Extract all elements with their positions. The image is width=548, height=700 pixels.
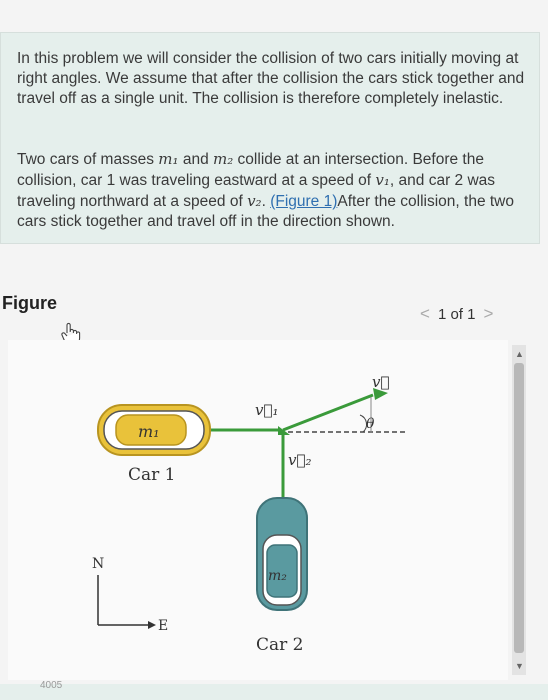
chevron-right-icon[interactable]: > [483,304,494,323]
partial-footer-text: 4005 [40,680,63,691]
car1-graphic [98,405,210,455]
problem-intro-text: In this problem we will consider the collision of two cars initially moving at right angles. We assume that after the collision the cars stick together and travel off as a single unit. The collision is therefore completely inelastic. [17,50,525,107]
car1-label: Car 1 [128,465,176,485]
east-label: E [158,618,169,634]
speed-v2-symbol: v₂ [247,192,262,210]
scrollbar-thumb[interactable] [514,363,524,653]
north-label: N [92,556,105,572]
theta-label: θ [366,416,375,432]
text-fragment: collide at an intersection. Before the collision, car 1 was traveling eastward at a speed of [17,151,484,189]
bottom-panel-strip [0,680,548,700]
text-fragment: . [261,193,271,210]
chevron-left-icon[interactable]: < [420,304,430,323]
scroll-up-arrow-icon[interactable]: ▲ [515,349,524,359]
figure-pager [420,304,493,324]
combined-path-line [283,395,373,430]
problem-details-text [17,149,529,232]
car2-label: Car 2 [256,635,304,655]
figure-heading: Figure [2,293,58,313]
figure-scrollbar[interactable] [512,345,526,675]
speed-v1-symbol: v₁ [375,171,390,189]
text-fragment: and [178,151,213,168]
text-fragment: Two cars of masses [17,151,159,168]
problem-statement-panel [0,32,540,244]
v1-label: v⃗₁ [255,401,279,419]
car1-mass-label: m₁ [138,422,160,441]
v2-label: v⃗₂ [288,451,312,469]
car2-graphic [257,498,307,610]
scroll-down-arrow-icon[interactable]: ▼ [515,661,524,671]
figure-1-link[interactable]: (Figure 1) [270,193,338,210]
collision-diagram [8,340,508,680]
text-fragment: , and car 2 was traveling northward at a speed of [17,172,496,210]
mass-m1-symbol: m₁ [158,150,179,168]
v-label: v⃗ [372,373,390,391]
text-fragment: After the collision, the two cars stick together and travel off in the direction shown. [17,193,514,230]
east-arrowhead [148,621,156,629]
figure-canvas [8,340,508,680]
mass-m2-symbol: m₂ [213,150,234,168]
car2-mass-label: m₂ [268,568,287,584]
page-indicator: 1 of 1 [437,305,476,323]
